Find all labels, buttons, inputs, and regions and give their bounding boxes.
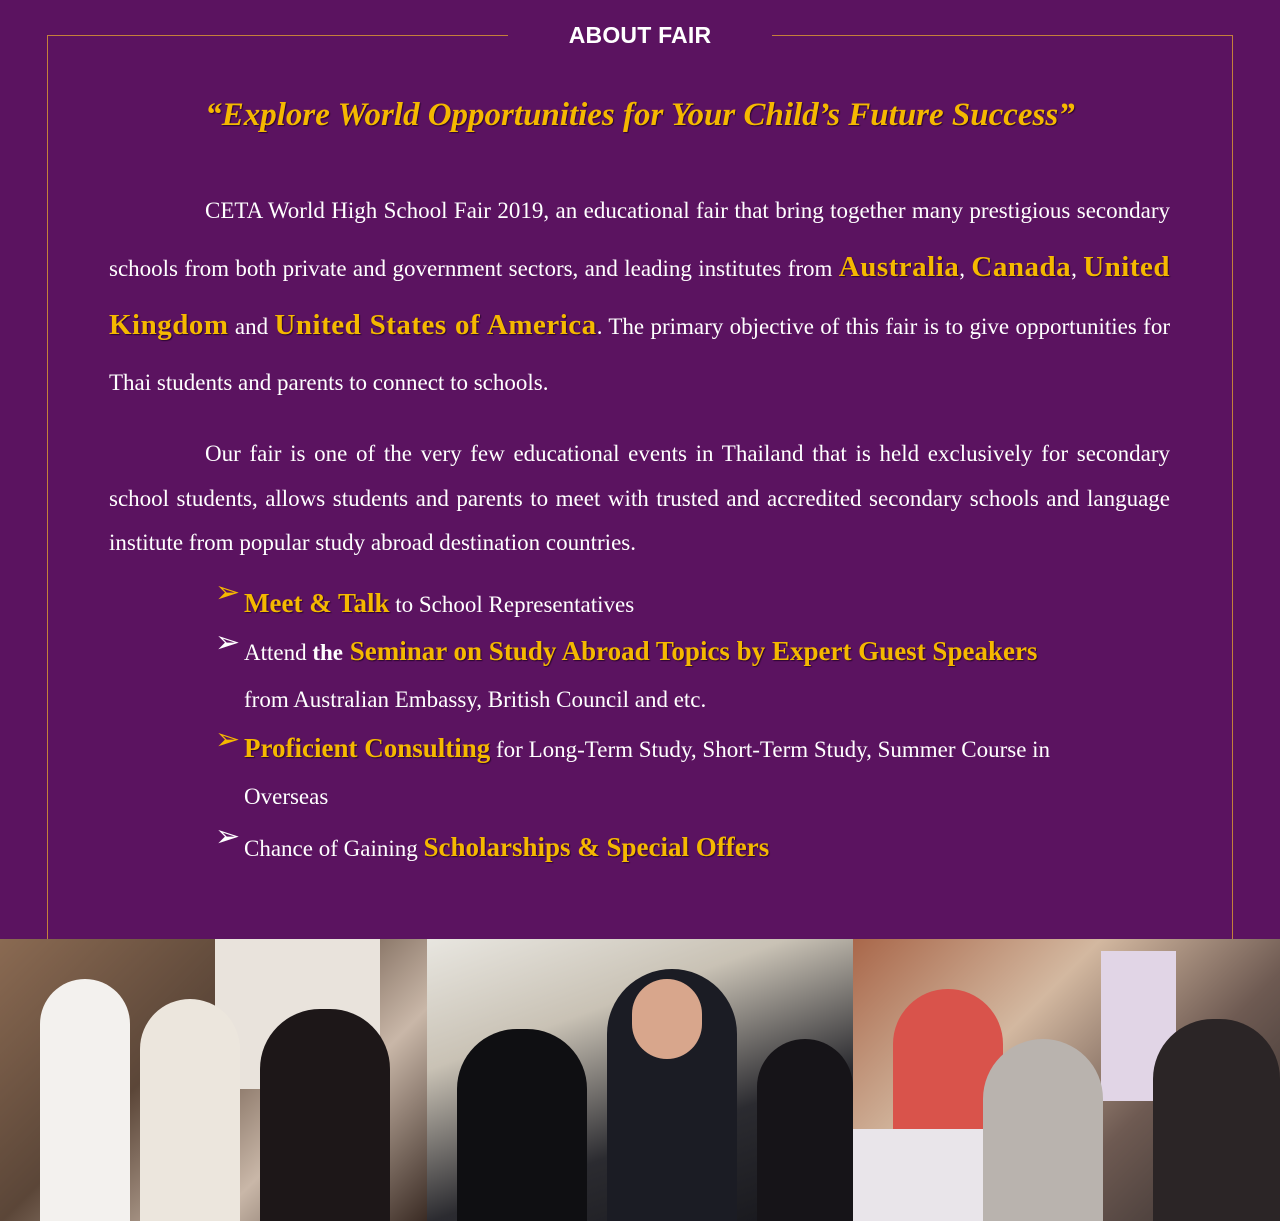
country-usa: United States of America	[274, 309, 597, 341]
arrow-icon: ➢	[215, 575, 241, 610]
bullet-highlight: Meet & Talk	[244, 588, 390, 618]
list-item	[215, 625, 1115, 725]
arrow-icon: ➢	[215, 819, 241, 854]
bullet-text: Chance of Gaining	[244, 836, 424, 861]
intro-paragraph	[109, 183, 1170, 411]
list-item	[215, 722, 1115, 822]
fair-photo-students-talking	[0, 939, 427, 1221]
person-shape	[457, 1029, 587, 1221]
person-shape	[40, 979, 130, 1221]
arrow-icon: ➢	[215, 625, 241, 660]
country-australia: Australia	[838, 251, 960, 283]
country-canada: Canada	[971, 251, 1072, 283]
bullet-highlight: Proficient Consulting	[244, 733, 491, 763]
person-shape	[757, 1039, 853, 1221]
country-uk: United Kingdom	[109, 251, 1171, 341]
arrow-icon: ➢	[215, 722, 241, 757]
section-title: ABOUT FAIR	[568, 22, 712, 48]
bullet-highlight: Scholarships & Special Offers	[423, 832, 770, 862]
face-shape	[632, 979, 702, 1059]
fair-photo-representative-discussion	[427, 939, 853, 1221]
list-item	[215, 575, 1115, 628]
bullet-highlight: Seminar on Study Abroad Topics by Expert Guest Speakers	[343, 636, 1038, 666]
fair-photo-school-booth-consulting	[853, 939, 1280, 1221]
person-shape	[1153, 1019, 1280, 1221]
tagline: “Explore World Opportunities for Your Child’s Future Success”	[205, 97, 1075, 133]
bullet-bold: the	[312, 640, 344, 665]
secondary-paragraph: Our fair is one of the very few educational events in Thailand that is held exclusively for secondary school students, allows students and parents to meet with trusted and accredited secondary schools and language institute from popular study abroad destination countries.	[109, 441, 1170, 555]
person-shape	[260, 1009, 390, 1221]
bullet-text: to School Representatives	[389, 592, 635, 617]
bullet-text: for Long-Term Study, Short-Term Study, Summer Course in Overseas	[244, 737, 1051, 809]
bullet-text: from Australian Embassy, British Council and etc.	[244, 687, 707, 712]
intro-outro-text: . The primary objective of this fair is to give opportunities for Thai students and parents to connect to schools.	[109, 314, 1170, 395]
separator: ,	[959, 256, 972, 281]
person-shape	[983, 1039, 1103, 1221]
list-item	[215, 819, 1115, 872]
intro-text: CETA World High School Fair 2019, an educational fair that bring together many prestigious secondary schools from both private and government sectors, and leading institutes from	[109, 198, 1170, 281]
bullet-text: Attend	[244, 640, 313, 665]
separator: and	[228, 314, 275, 339]
separator: ,	[1071, 256, 1084, 281]
section-title-box	[508, 14, 772, 56]
feature-list	[215, 575, 1115, 872]
person-shape	[140, 999, 240, 1221]
photo-strip	[0, 939, 1280, 1221]
